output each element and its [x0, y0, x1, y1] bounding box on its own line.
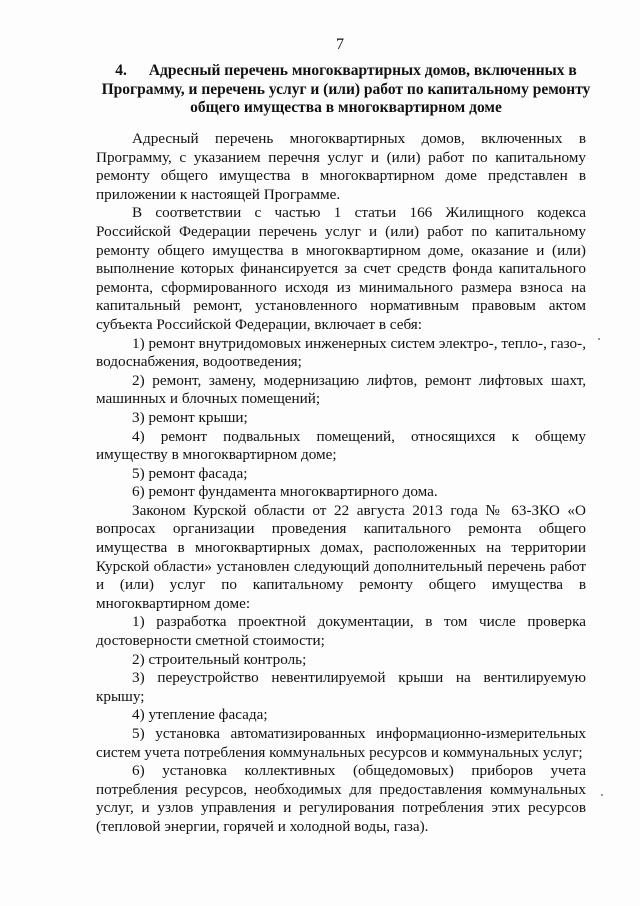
list-item: 5) ремонт фасада;: [132, 464, 248, 482]
section-title: Адресный перечень многоквартирных домов, включенных в Программу, и перечень услуг и (или) работ по капитальному ремонту общего имущества в многоквартирном доме: [101, 62, 591, 116]
list-item: 2) ремонт, замену, модернизацию лифтов, ремонт лифтовых шахт, машинных и блочных помещений;: [96, 371, 586, 408]
document-body: [96, 130, 586, 837]
scan-speck: [601, 794, 603, 796]
list-item: 2) строительный контроль;: [132, 650, 307, 668]
list-item: 4) утепление фасада;: [132, 706, 268, 724]
list-item: 6) установка коллективных (общедомовых) приборов учета потребления ресурсов, необходимых для предоставления коммунальных услуг, и узлов управления и регулирования потребления этих ресурсов (тепловой энергии, горячей и холодной воды, газа).: [96, 762, 586, 835]
section-heading: [96, 62, 596, 118]
list-item: 1) разработка проектной документации, в том числе проверка достоверности сметной стоимости;: [96, 613, 586, 650]
paragraph-kursk-law: Законом Курской области от 22 августа 2013 года № 63-ЗКО «О вопросах организации проведения капитального ремонта общего имущества в многоквартирных домах, расположенных на территории Курской области» установлен следующий дополнительный перечень работ и (или) услуг по капитальному ремонту общего имущества в многоквартирном доме:: [96, 501, 586, 612]
list-item: 3) ремонт крыши;: [132, 408, 248, 426]
section-number: 4.: [115, 62, 127, 79]
list-item: 5) установка автоматизированных информационно-измерительных систем учета потребления коммунальных ресурсов и коммунальных услуг;: [96, 725, 586, 761]
list-item: 1) ремонт внутридомовых инженерных систем электро-, тепло-, газо-, водоснабжения, водоотведения;: [96, 334, 586, 371]
list-item: 6) ремонт фундамента многоквартирного дома.: [132, 483, 438, 501]
paragraph-housing-code: В соответствии с частью 1 статьи 166 Жилищного кодекса Российской Федерации перечень услуг и (или) работ по капитальному ремонту общего имущества в многоквартирном доме, оказание и (или) выполнение которых финансируется за счет средств фонда капитального ремонта, сформированного исходя из минимального размера взноса на капитальный ремонт, установленного нормативным правовым актом субъекта Российской Федерации, включает в себя:: [96, 204, 586, 333]
page-number: 7: [336, 36, 344, 53]
scan-speck: [598, 338, 600, 340]
paragraph-intro: Адресный перечень многоквартирных домов, включенных в Программу, с указанием перечня услуг и (или) работ по капитальному ремонту общего имущества в многоквартирном доме представлен в приложении к настоящей Программе.: [96, 130, 586, 203]
list-item: 3) переустройство невентилируемой крыши на вентилируемую крышу;: [96, 669, 586, 705]
list-item: 4) ремонт подвальных помещений, относящихся к общему имуществу в многоквартирном доме;: [96, 427, 586, 464]
